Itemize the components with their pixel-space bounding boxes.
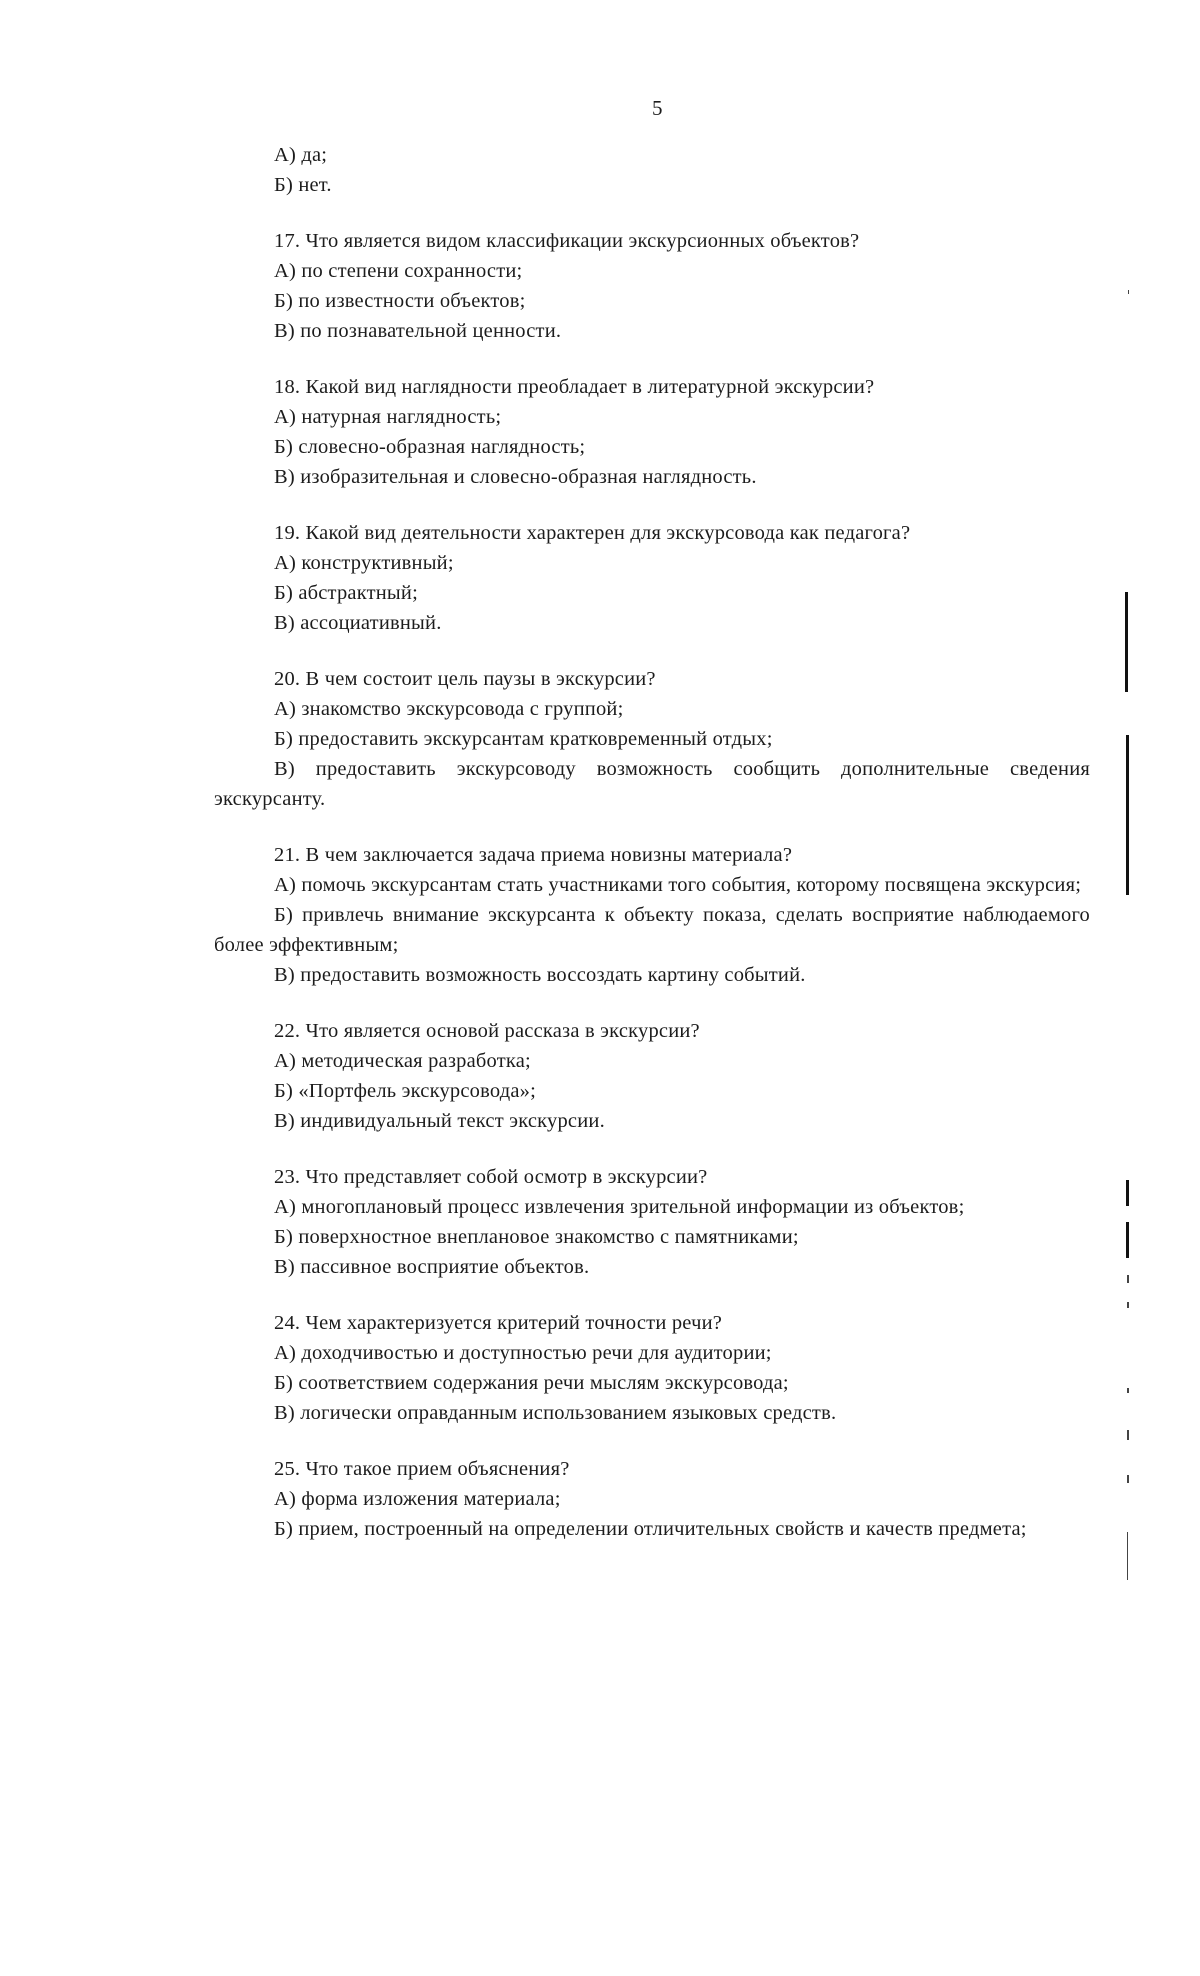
question-block-25 [214, 1454, 1090, 1544]
page-number: 5 [652, 96, 663, 120]
answer-option: Б) прием, построенный на определении отличительных свойств и качеств предмета; [274, 1518, 1027, 1540]
answer-option: В) по познавательной ценности. [274, 320, 562, 342]
question-block-17 [214, 226, 1090, 346]
questions-content [214, 140, 1090, 1570]
answer-option: А) помочь экскурсантам стать участниками того события, которому посвящена экскурсия; [274, 874, 1082, 896]
question-text: 22. Что является основой рассказа в экскурсии? [274, 1020, 700, 1042]
question-block-23 [214, 1162, 1090, 1282]
answer-option: Б) словесно-образная наглядность; [274, 436, 586, 458]
answer-option: А) форма изложения материала; [274, 1488, 561, 1510]
scan-artifact-dot [1127, 1302, 1129, 1308]
answer-option: Б) предоставить экскурсантам кратковременный отдых; [274, 728, 773, 750]
answer-option: А) методическая разработка; [274, 1050, 531, 1072]
scan-artifact-line [1126, 1180, 1129, 1206]
answer-option: А) доходчивостью и доступностью речи для аудитории; [274, 1342, 772, 1364]
scan-artifact-dot [1127, 1388, 1129, 1393]
answer-option: Б) абстрактный; [274, 582, 418, 604]
answer-option: Б) нет. [274, 174, 332, 196]
answer-option: Б) привлечь внимание экскурсанта к объекту показа, сделать восприятие наблюдаемого более эффективным; [214, 904, 1090, 956]
question-text: 20. В чем состоит цель паузы в экскурсии? [274, 668, 656, 690]
answer-option: В) логически оправданным использованием языковых средств. [274, 1402, 837, 1424]
question-block-18 [214, 372, 1090, 492]
question-block-21 [214, 840, 1090, 990]
answer-option: А) натурная наглядность; [274, 406, 502, 428]
scan-artifact-dot [1128, 290, 1129, 294]
question-text: 24. Чем характеризуется критерий точности речи? [274, 1312, 723, 1334]
scan-artifact-line [1126, 1222, 1129, 1258]
scan-artifact-dot [1127, 1475, 1129, 1483]
question-text: 18. Какой вид наглядности преобладает в литературной экскурсии? [274, 376, 875, 398]
answer-option: А) по степени сохранности; [274, 260, 523, 282]
answer-option: В) предоставить возможность воссоздать картину событий. [274, 964, 806, 986]
answer-option: А) многоплановый процесс извлечения зрительной информации из объектов; [274, 1196, 965, 1218]
answer-option: А) да; [274, 144, 328, 166]
answer-option: В) пассивное восприятие объектов. [274, 1256, 590, 1278]
answer-option: Б) соответствием содержания речи мыслям экскурсовода; [274, 1372, 789, 1394]
question-block-24 [214, 1308, 1090, 1428]
scan-artifact-line [1126, 735, 1129, 895]
question-block-19 [214, 518, 1090, 638]
question-block-20 [214, 664, 1090, 814]
scan-artifact-dot [1127, 1430, 1129, 1440]
scan-artifact-dot [1127, 1532, 1128, 1580]
answer-option: А) знакомство экскурсовода с группой; [274, 698, 624, 720]
top-answers-block [214, 140, 1090, 200]
question-text: 25. Что такое прием объяснения? [274, 1458, 570, 1480]
answer-option: В) индивидуальный текст экскурсии. [274, 1110, 605, 1132]
scan-artifact-dot [1127, 1275, 1129, 1283]
question-text: 21. В чем заключается задача приема новизны материала? [274, 844, 793, 866]
answer-option: В) ассоциативный. [274, 612, 442, 634]
answer-option: В) изобразительная и словесно-образная наглядность. [274, 466, 757, 488]
answer-option: Б) по известности объектов; [274, 290, 526, 312]
scan-artifact-line [1125, 592, 1128, 692]
answer-option: Б) «Портфель экскурсовода»; [274, 1080, 536, 1102]
question-text: 19. Какой вид деятельности характерен для экскурсовода как педагога? [274, 522, 911, 544]
answer-option: А) конструктивный; [274, 552, 454, 574]
question-text: 23. Что представляет собой осмотр в экскурсии? [274, 1166, 708, 1188]
question-text: 17. Что является видом классификации экскурсионных объектов? [274, 230, 860, 252]
answer-option: В) предоставить экскурсоводу возможность сообщить дополнительные сведения экскурсанту. [214, 758, 1090, 810]
answer-option: Б) поверхностное внеплановое знакомство с памятниками; [274, 1226, 799, 1248]
question-block-22 [214, 1016, 1090, 1136]
